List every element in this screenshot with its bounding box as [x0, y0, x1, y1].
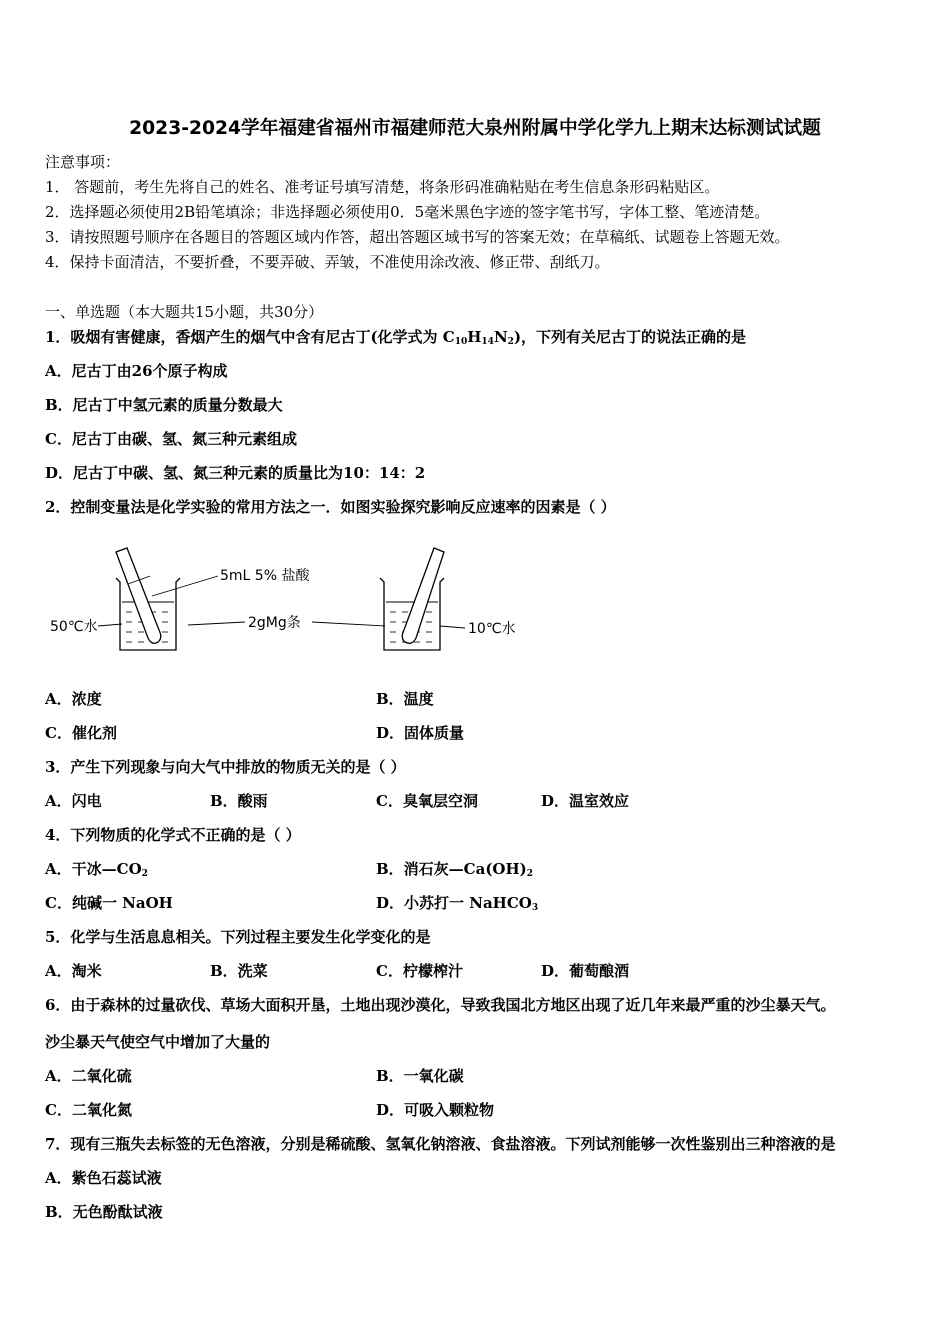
question-3-option-a[interactable]: A．闪电 — [45, 792, 102, 810]
right-water-label: 10℃水 — [468, 621, 516, 637]
question-5-option-d[interactable]: D．葡萄酿酒 — [541, 962, 630, 980]
question-4-option-b[interactable]: B．消石灰$—Ca(OH)_2$ — [376, 860, 534, 879]
question-5-option-b[interactable]: B．洗菜 — [210, 962, 268, 980]
question-3-option-b[interactable]: B．酸雨 — [210, 792, 268, 810]
notice-heading: 注意事项： — [45, 153, 121, 171]
right-beaker-icon — [380, 548, 444, 650]
question-5-stem: 5．化学与生活息息相关。下列过程主要发生化学变化的是 — [45, 928, 431, 946]
question-1-option-c[interactable]: C．尼古丁由碳、氢、氮三种元素组成 — [45, 430, 297, 448]
question-4-stem: 4．下列物质的化学式不正确的是（ ） — [45, 826, 301, 844]
question-6-option-c[interactable]: C．二氧化氮 — [45, 1101, 132, 1119]
question-4-option-a[interactable]: A．干冰$—CO_2$ — [45, 860, 148, 879]
left-beaker-icon — [116, 548, 180, 650]
notice-item: 4．保持卡面清洁，不要折叠，不要弄破、弄皱，不准使用涂改液、修正带、刮纸刀。 — [45, 253, 610, 271]
notice-item: 1． 答题前，考生先将自己的姓名、准考证号填写清楚，将条形码准确粘贴在考生信息条形码粘贴区。 — [45, 178, 720, 196]
question-7-option-b[interactable]: B．无色酚酞试液 — [45, 1203, 163, 1221]
experiment-figure — [40, 540, 540, 670]
question-1-stem: 1．吸烟有害健康，香烟产生的烟气中含有尼古丁(化学式为 $C_{10}H_{14}N_2$)，下列有关尼古丁的说法正确的是 — [45, 328, 747, 347]
question-6-option-b[interactable]: B．一氧化碳 — [376, 1067, 464, 1085]
notice-item: 2．选择题必须使用2B铅笔填涂；非选择题必须使用0．5毫米黑色字迹的签字笔书写，字体工整、笔迹清楚。 — [45, 203, 770, 221]
page-title: 2023-2024学年福建省福州市福建师范大泉州附属中学化学九上期末达标测试试题 — [129, 118, 821, 139]
question-1-option-b[interactable]: B．尼古丁中氢元素的质量分数最大 — [45, 396, 283, 414]
question-6-option-d[interactable]: D．可吸入颗粒物 — [376, 1101, 495, 1119]
left-water-label: 50℃水 — [50, 619, 98, 635]
question-3-option-c[interactable]: C．臭氧层空洞 — [376, 792, 478, 810]
question-7-option-a[interactable]: A．紫色石蕊试液 — [45, 1169, 162, 1187]
question-7-stem: 7．现有三瓶失去标签的无色溶液，分别是稀硫酸、氢氧化钠溶液、食盐溶液。下列试剂能够一次性鉴别出三种溶液的是 — [45, 1135, 836, 1153]
question-2-option-a[interactable]: A．浓度 — [45, 690, 102, 708]
question-6-stem: 6．由于森林的过量砍伐、草场大面积开垦，土地出现沙漠化，导致我国北方地区出现了近几年来最严重的沙尘暴天气。 — [45, 996, 836, 1014]
question-2-stem: 2．控制变量法是化学实验的常用方法之一．如图实验探究影响反应速率的因素是（ ） — [45, 498, 616, 516]
mg-label: 2gMg条 — [248, 615, 301, 631]
question-1-option-a[interactable]: A．尼古丁由26个原子构成 — [45, 362, 228, 380]
question-3-stem: 3．产生下列现象与向大气中排放的物质无关的是（ ） — [45, 758, 406, 776]
question-2-option-c[interactable]: C．催化剂 — [45, 724, 117, 742]
notice-item: 3．请按照题号顺序在各题目的答题区域内作答，超出答题区域书写的答案无效；在草稿纸、试题卷上答题无效。 — [45, 228, 790, 246]
question-3-option-d[interactable]: D．温室效应 — [541, 792, 630, 810]
question-4-option-d[interactable]: D．小苏打一 NaHCO$_3$ — [376, 894, 539, 913]
question-2-option-d[interactable]: D．固体质量 — [376, 724, 465, 742]
acid-label: 5mL 5% 盐酸 — [220, 568, 310, 584]
question-1-option-d[interactable]: D．尼古丁中碳、氢、氮三种元素的质量比为10：14：2 — [45, 464, 426, 482]
question-6-stem-cont: 沙尘暴天气使空气中增加了大量的 — [45, 1033, 271, 1051]
question-6-option-a[interactable]: A．二氧化硫 — [45, 1067, 132, 1085]
question-5-option-c[interactable]: C．柠檬榨汁 — [376, 962, 463, 980]
section-heading: 一、单选题（本大题共15小题，共30分） — [45, 303, 324, 321]
question-5-option-a[interactable]: A．淘米 — [45, 962, 102, 980]
question-2-option-b[interactable]: B．温度 — [376, 690, 434, 708]
question-4-option-c[interactable]: C．纯碱一 NaOH — [45, 894, 173, 912]
